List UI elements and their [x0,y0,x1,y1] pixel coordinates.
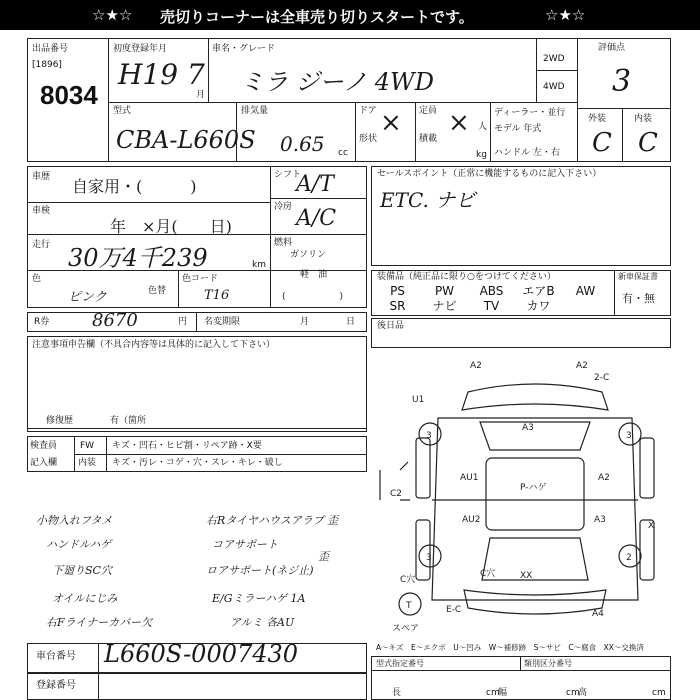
banner-stars-right: ☆★☆ [545,6,586,24]
width-label: 幅 [498,688,508,698]
remark-line: 右Rタイヤハウスアラブ 歪 [206,514,339,527]
damage-label: AU1 [460,473,479,483]
inspection-label: 車検 [32,206,51,216]
shape-label: 形状 [359,134,378,144]
handle-label: ハンドル 左・右 [494,148,560,158]
remark-line: ハンドルハゲ [46,538,112,551]
lot-number: 8034 [40,80,98,110]
car-name-value: ミラ ジーノ 4WD [240,68,434,96]
sales-value: ETC. ナビ [380,188,476,212]
spare-label: スペア [392,624,420,634]
month-unit: 月 [196,90,206,100]
equipment-item: PW [434,284,455,298]
exterior-value: C [592,128,612,158]
remark-line: オイルにじみ [52,592,118,605]
load-value: × [448,108,470,138]
rating-label: 評価点 [598,43,626,53]
damage-legend: A～キズ E～エクボ U～凹み W～補修跡 S～サビ C～腐食 XX～交換済 [376,643,644,652]
chassis-label: 車台番号 [36,651,76,662]
notes-label: 注意事項申告欄（不具合内容等は具体的に記入して下さい） [32,340,276,350]
length-cm: cm [486,688,500,698]
damage-label: C穴 [400,575,416,585]
mileage-value: 30万4千239 [68,244,208,272]
after-items-section [371,318,671,348]
shift-value: A/T [296,172,334,197]
reg-number-label: 登録番号 [36,680,76,691]
name-change-day: 日 [346,317,356,327]
damage-label: 3 [426,553,432,563]
equipment-item: PS [390,284,405,298]
remark-line: 右Fライナーカバー欠 [46,616,153,629]
banner-stars-left: ☆★☆ [92,6,133,24]
length-label: 長 [392,688,402,698]
interior-value: C [638,128,658,158]
inspector-label: 検査員 [30,441,58,451]
remark-line: ロアサポート(ネジ止) [206,564,314,577]
history-value: 自家用・( ) [72,177,197,196]
fw-label: FW [80,441,95,451]
kg-unit: kg [476,150,487,160]
equipment-item: AW [575,284,596,298]
damage-label: A4 [592,609,604,619]
color-code-value: T16 [204,288,230,303]
damage-label: 3 [426,431,432,441]
width-cm: cm [566,688,580,698]
damage-label: E-C [446,605,462,615]
name-change-label: 名変期限 [204,317,241,327]
banner-text: 売切りコーナーは全車売り切りスタートです。 [160,8,474,26]
fuel-value: ガソリン [290,250,327,260]
notes-section [27,336,367,432]
interior-items: キズ・汚レ・コゲ・穴・スレ・キレ・破し [112,458,283,468]
fw-items: キズ・凹石・ヒビ割・リペア跡・X要 [112,441,262,451]
repair-value: 有（箇所 [110,416,147,426]
equipment-label: 装備品（純正品に限り○をつけてください） [377,272,556,282]
repair-label: 修復歴 [46,416,74,426]
remark-line: 下廻りSC穴 [52,564,112,577]
damage-label: X [648,521,655,531]
top-banner [0,0,700,30]
format-cert-label: 型式指定番号 [376,659,424,668]
entry-label: 記入欄 [30,458,58,468]
category-label: 類別区分番号 [524,659,572,668]
damage-label: U1 [412,395,425,405]
capacity-unit: 人 [478,122,488,132]
color-change-label: 色替 [148,286,167,296]
car-name-label: 車名・グレード [212,44,276,54]
remark-line: E/Gミラーハゲ 1A [212,592,306,605]
equipment-item: ナビ [432,299,457,313]
color-value: ピンク [68,290,107,305]
remark-line: 歪 [318,550,329,563]
height-cm: cm [652,688,666,698]
dealer-label: ディーラー・並行 [494,108,566,118]
model-label: 型式 [113,106,132,116]
first-reg-value: H19 7 [118,58,205,91]
damage-label: T [406,601,412,611]
interior-check-label: 内装 [78,458,97,468]
equipment-item: TV [483,299,500,313]
displacement-value: 0.65 [280,132,325,156]
damage-label: AU2 [462,515,481,525]
inspection-value: 年 ×月( 日) [110,217,232,236]
recycle-yen: 円 [178,317,188,327]
car-damage-diagram [370,350,700,650]
recycle-row [27,312,367,332]
damage-label: P-ハゲ [520,483,547,493]
damage-label: A3 [522,423,534,433]
chassis-value: L660S-0007430 [104,640,299,668]
damage-label: A2 [576,361,588,371]
interior-label: 内装 [634,114,653,124]
equipment-item: エアB [522,284,555,298]
warranty-value: 有・無 [622,292,655,305]
rating-value: 3 [612,64,632,99]
damage-label: 2 [626,553,632,563]
model-value: CBA-L660S [116,126,256,154]
equipment-item: カワ [526,299,551,313]
aircon-value: A/C [296,206,337,231]
name-change-month: 月 [300,317,310,327]
km-unit: km [252,260,266,270]
equipment-item: SR [389,299,406,313]
height-label: 高 [578,688,588,698]
door-label: ドア [359,106,377,116]
damage-label: A2 [470,361,482,371]
remark-line: コアサポート [212,538,278,551]
shift-label: シフト [274,170,302,180]
reg-number-row [27,673,367,700]
recycle-label: R券 [34,317,50,327]
damage-label: A2 [598,473,610,483]
first-reg-label: 初度登録年月 [113,44,168,54]
lot-label: 出品番号 [32,44,69,54]
after-label: 後日品 [377,321,405,331]
damage-label: C2 [390,489,403,499]
recycle-value: 8670 [92,310,138,331]
damage-label: A3 [594,515,606,525]
cc-unit: cc [338,148,348,158]
damage-label: 3 [626,431,632,441]
fuel-diesel: 軽 油 [300,270,328,280]
door-value: × [380,108,402,138]
load-label: 積載 [419,134,438,144]
damage-label: 2-C [594,373,610,383]
displacement-label: 排気量 [241,106,269,116]
remark-line: 小物入れフタメ [36,514,113,527]
sales-point-section [371,166,671,266]
drive-2wd: 2WD [543,54,565,64]
sales-label: セールスポイント（正常に機能するものに記入下さい） [377,169,602,179]
damage-label: C穴 [480,569,496,579]
exterior-label: 外装 [588,114,607,124]
lot-sub: [1896] [32,60,62,70]
color-label: 色 [32,274,42,284]
fuel-paren: ( ) [282,292,344,302]
warranty-label: 新車保証書 [618,272,658,281]
equipment-item: ABS [479,284,504,298]
color-code-label: 色コード [182,274,219,284]
aircon-label: 冷房 [274,202,293,212]
capacity-label: 定員 [419,106,438,116]
damage-label: XX [520,571,533,581]
mileage-label: 走行 [32,240,51,250]
remark-line: アルミ 各AU [230,616,295,629]
model-year-label: モデル 年式 [494,124,542,134]
fuel-label: 燃料 [274,238,293,248]
history-label: 車歴 [32,172,51,182]
drive-4wd: 4WD [543,82,565,92]
